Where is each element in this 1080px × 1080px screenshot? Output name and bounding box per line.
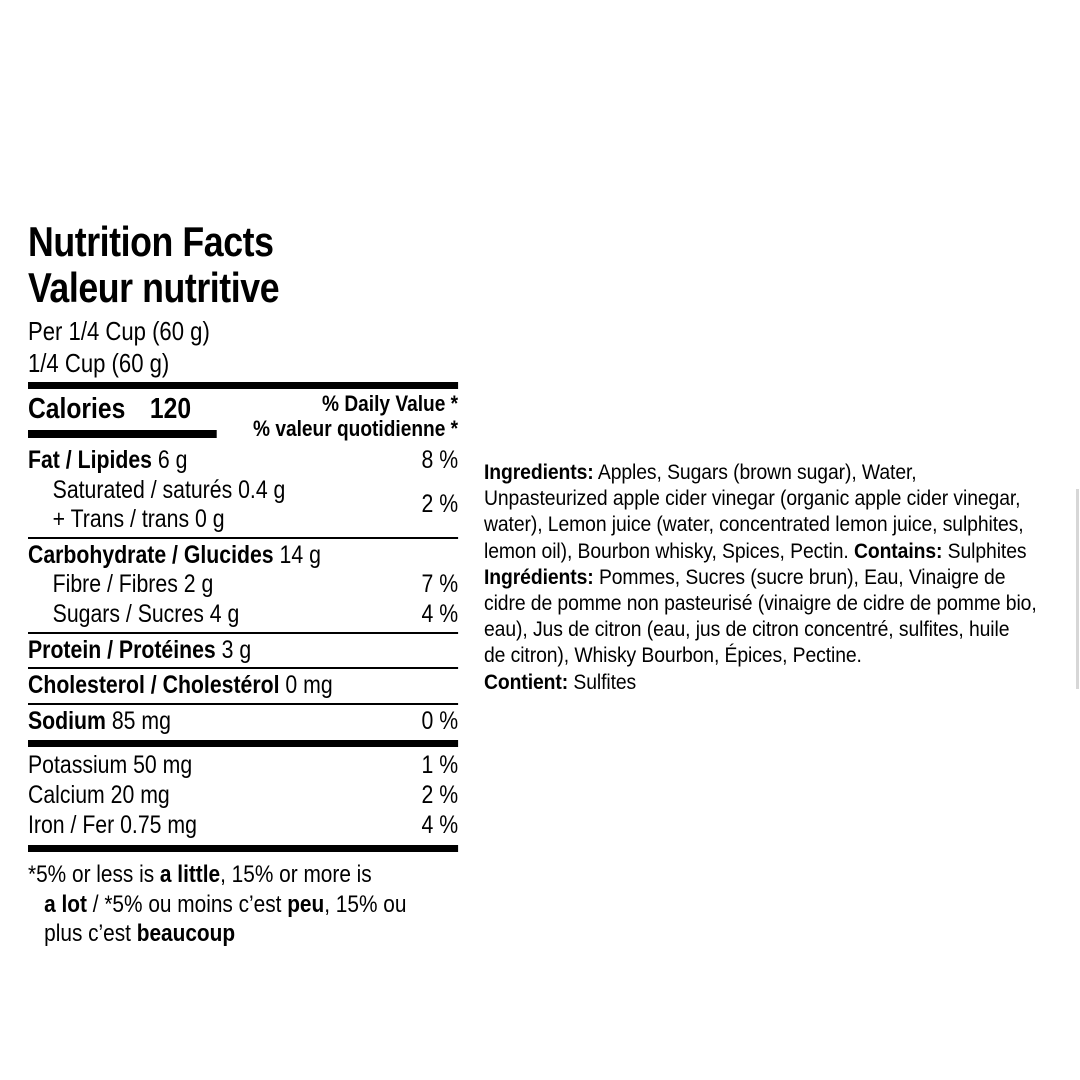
footnote-line: plus c’est beaucoup (44, 920, 236, 948)
daily-value-header (253, 392, 458, 441)
title-fr: Valeur nutritive (28, 264, 280, 311)
calories-section (28, 393, 458, 441)
footnote (28, 860, 458, 949)
nutrient-label: Calcium 20 mg (28, 780, 170, 809)
divider-thin (28, 667, 458, 669)
nutrition-facts-inner (28, 219, 458, 949)
daily-value-percent: 8 % (421, 446, 459, 474)
nutrient-row-fat (28, 446, 458, 476)
thick-divider-top (28, 382, 458, 389)
nutrient-row-cholesterol (28, 671, 458, 701)
nutrient-row-carbohydrate (28, 541, 458, 571)
nutrient-row-sodium (28, 707, 458, 737)
daily-value-header-en: % Daily Value * (322, 391, 459, 416)
nutrient-row-fibre (28, 570, 458, 600)
daily-value-percent: 2 % (421, 490, 459, 519)
calories-label: Calories (28, 393, 126, 425)
nutrition-facts-table (28, 219, 534, 949)
serving-size-en: Per 1/4 Cup (60 g) (28, 316, 210, 346)
footnote-line: a lot / *5% ou moins c’est peu, 15% ou (44, 890, 407, 918)
ingredients-line: Unpasteurized apple cider vinegar (organic apple cider vinegar, (484, 486, 1021, 511)
calories-value: 120 (149, 393, 192, 425)
divider-thin (28, 632, 458, 634)
ingredients-text (484, 459, 1080, 695)
ingredients-line: Ingrédients: Pommes, Sucres (sucre brun), Eau, Vinaigre de (484, 564, 1006, 589)
nutrient-label: Carbohydrate / Glucides 14 g (28, 540, 321, 569)
nutrient-label: Sodium 85 mg (28, 706, 171, 735)
daily-value-percent: 0 % (421, 706, 459, 735)
divider-thin (28, 537, 458, 539)
nutrient-row-saturated-trans (28, 476, 458, 535)
nutrient-row-sugars (28, 600, 458, 630)
nutrient-label: Cholesterol / Cholestérol 0 mg (28, 671, 333, 700)
nutrient-label: Saturated / saturés 0.4 g + Trans / trans 0 g (52, 475, 286, 534)
nutrient-row-calcium (28, 781, 458, 811)
calories-row (28, 393, 217, 438)
serving-size-fr: 1/4 Cup (60 g) (28, 348, 170, 378)
nutrient-label: Fat / Lipides 6 g (28, 446, 188, 474)
ingredients-line: de citron), Whisky Bourbon, Épices, Pectine. (484, 643, 862, 668)
daily-value-percent: 4 % (421, 599, 459, 628)
nutrient-label: Iron / Fer 0.75 mg (28, 810, 197, 839)
calories-underline (28, 430, 217, 438)
photo-edge-artifact (1076, 489, 1079, 689)
nutrient-label: Protein / Protéines 3 g (28, 635, 252, 664)
ingredients-panel (484, 459, 1080, 695)
daily-value-percent: 4 % (421, 810, 459, 839)
thick-divider-bottom (28, 845, 458, 852)
daily-value-percent: 2 % (421, 780, 459, 809)
nutrient-row-iron (28, 811, 458, 841)
divider-thick (28, 740, 458, 747)
ingredients-line: eau), Jus de citron (eau, jus de citron concentré, sulfites, huile (484, 617, 1010, 642)
nutrient-rows (28, 446, 458, 840)
nutrient-row-protein (28, 636, 458, 666)
ingredients-line: Ingredients: Apples, Sugars (brown sugar), Water, (484, 460, 917, 484)
ingredients-line: Contient: Sulfites (484, 669, 637, 694)
serving-size-block (28, 315, 458, 379)
nutrient-label: Sugars / Sucres 4 g (52, 599, 240, 628)
nutrient-label: Potassium 50 mg (28, 751, 193, 780)
ingredients-line: water), Lemon juice (water, concentrated lemon juice, sulphites, (484, 512, 1024, 537)
footnote-line: *5% or less is a little, 15% or more is (28, 861, 372, 889)
nutrient-label: Fibre / Fibres 2 g (52, 570, 214, 599)
nutrient-row-potassium (28, 751, 458, 781)
title-en: Nutrition Facts (28, 218, 274, 265)
daily-value-percent: 1 % (421, 751, 459, 780)
daily-value-header-fr: % valeur quotidienne * (252, 415, 459, 441)
ingredients-line: cidre de pomme non pasteurisé (vinaigre de cidre de pomme bio, (484, 591, 1037, 616)
daily-value-percent: 7 % (421, 570, 459, 599)
divider-thin (28, 703, 458, 705)
ingredients-line: lemon oil), Bourbon whisky, Spices, Pectin. Contains: Sulphites (484, 538, 1027, 563)
